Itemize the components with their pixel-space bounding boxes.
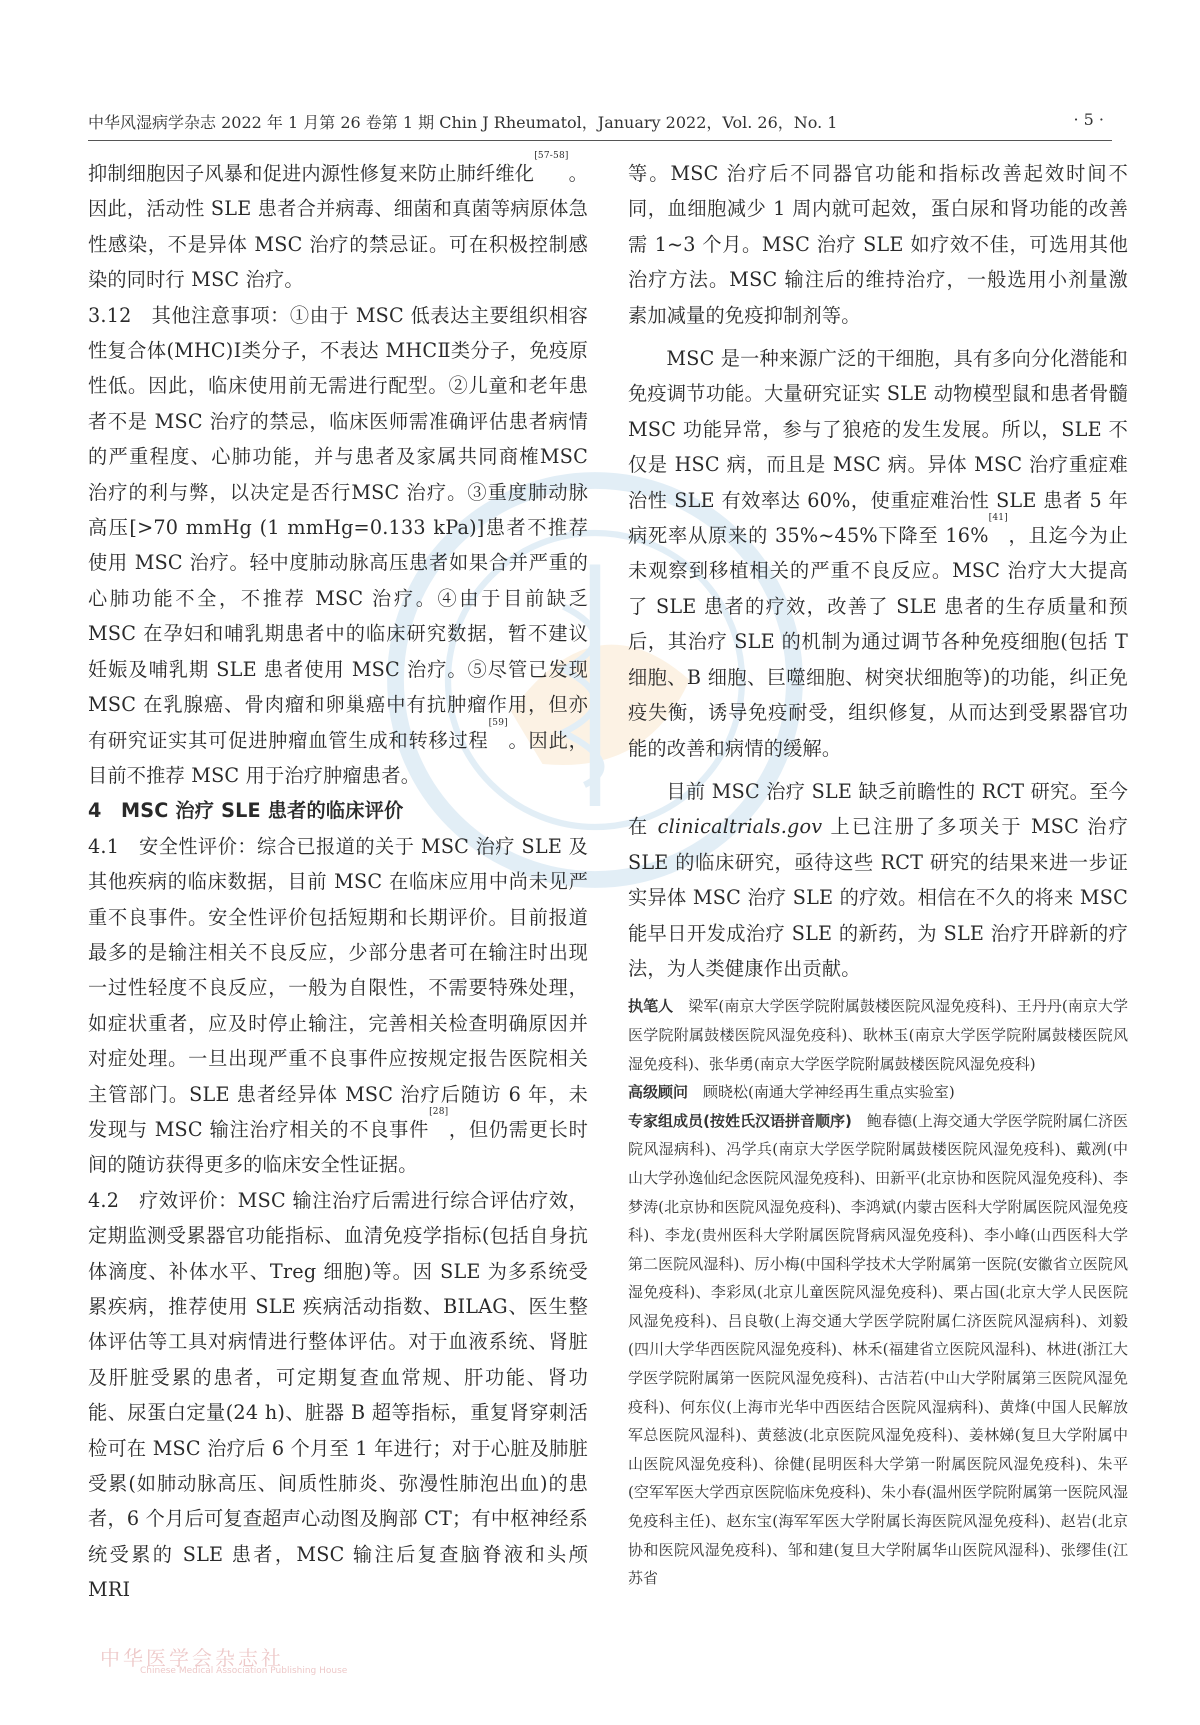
journal-running-head: 中华风湿病学杂志 2022 年 1 月第 26 卷第 1 期 Chin J Rheumatol，January 2022，Vol. 26，No. 1: [88, 113, 838, 132]
publisher-watermark-en: Chinese Medical Association Publishing House: [140, 1666, 348, 1676]
page-number: · 5 ·: [1073, 110, 1104, 129]
publisher-watermark: 中华医学会杂志社: [100, 1646, 284, 1670]
citation: [57-58]: [534, 151, 569, 161]
trial-registry-name: clinicaltrials.gov: [657, 815, 823, 839]
citation: [41]: [988, 513, 1008, 524]
paragraph-section-4-2: 4.2 疗效评价：MSC 输注治疗后需进行综合评估疗效，定期监测受累器官功能指标、血清免疫学指标(包括自身抗体滴度、补体水平、Treg 细胞)等。因 SLE 为多系统受累疾病，推荐使用 SLE 疾病活动指数、BILAG、医生整体评估等工具对病情进行整体评估。对于血液系统、肾脏及肝脏受累的患者，可定期复查血常规、肝功能、肾功能、尿蛋白定量(24 h)、脏器 B 超等指标，重复肾穿刺活检可在 MSC 治疗后 6 个月至 1 年进行；对于心脏及肺脏受累(如肺动脉高压、间质性肺炎、弥漫性肺泡出血)的患者，6 个月后可复查超声心动图及胸部 CT；有中枢神经系统受累的 SLE 患者，MSC 输注后复查脑脊液和头颅 MRI: [88, 1188, 588, 1602]
citation: [28]: [429, 1106, 449, 1117]
section-heading-4: 4 MSC 治疗 SLE 患者的临床评价: [88, 799, 404, 823]
paragraph-section-4-1: 4.1 安全性评价：综合已报道的关于 MSC 治疗 SLE 及其他疾病的临床数据，目前 MSC 在临床应用中尚未见严重不良事件。安全性评价包括短期和长期评价。目前报道最多的是输注相关不良反应，少部分患者可在输注时出现一过性轻度不良反应，一般为自限性，不需要特殊处理，如症状重者，应及时停止输注，完善相关检查明确原因并对症处理。一旦出现严重不良事件应按规定报告医院相关主管部门。SLE 患者经异体 MSC 治疗后随访 6 年，未发现与 MSC 输注治疗相关的不良事件[28]，但仍需更长时间的随访获得更多的临床安全性证据。: [88, 834, 588, 1177]
paragraph-summary: MSC 是一种来源广泛的干细胞，具有多向分化潜能和免疫调节功能。大量研究证实 SLE 动物模型鼠和患者骨髓 MSC 功能异常，参与了狼疮的发生发展。所以，SLE 不仅是 HSC 病，而且是 MSC 病。异体 MSC 治疗重症难治性 SLE 有效率达 60%，使重症难治性 SLE 患者 5 年病死率从原来的 35%~45%下降至 16%[41]，且迄今为止未观察到移植相关的严重不良反应。MSC 治疗大大提高了 SLE 患者的疗效，改善了 SLE 患者的生存质量和预后，其治疗 SLE 的机制为通过调节各种免疫细胞(包括 T 细胞、B 细胞、巨噬细胞、树突状细胞等)的功能，纠正免疫失衡，诱导免疫耐受，组织修复，从而达到受累器官功能的改善和病情的缓解。: [628, 347, 1129, 760]
running-header: [0, 110, 1200, 138]
citation: [59]: [488, 717, 508, 728]
paragraph: 抑制细胞因子风暴和促进内源性修复来防止肺纤维化[57-58]。因此，活动性 SLE 患者合并病毒、细菌和真菌等病原体急性感染，不是异体 MSC 治疗的禁忌证。可在积极控制感染的同时行 MSC 治疗。: [88, 151, 588, 292]
left-column: [88, 151, 588, 1608]
experts-credit: 专家组成员(按姓氏汉语拼音顺序) 鲍春德(上海交通大学医学院附属仁济医院风湿病科)、冯学兵(南京大学医学院附属鼓楼医院风湿免疫科)、戴冽(中山大学孙逸仙纪念医院风湿免疫科)、田新平(北京协和医院风湿免疫科)、李梦涛(北京协和医院风湿免疫科)、李鸿斌(内蒙古医科大学附属医院风湿免疫科)、李龙(贵州医科大学附属医院肾病风湿免疫科)、李小峰(山西医科大学第二医院风湿科)、厉小梅(中国科学技术大学附属第一医院(安徽省立医院风湿免疫科)、李彩凤(北京儿童医院风湿免疫科)、栗占国(北京大学人民医院风湿免疫科)、吕良敬(上海交通大学医学院附属仁济医院风湿病科)、刘毅(四川大学华西医院风湿免疫科)、林禾(福建省立医院风湿科)、林进(浙江大学医学院附属第一医院风湿免疫科)、古洁若(中山大学附属第三医院风湿免疫科)、何东仪(上海市光华中西医结合医院风湿病科)、黄烽(中国人民解放军总医院风湿科)、黄慈波(北京医院风湿免疫科)、姜林娣(复旦大学附属中山医院风湿免疫科)、徐健(昆明医科大学第一附属医院风湿免疫科)、朱平(空军军医大学西京医院临床免疫科)、朱小春(温州医学院附属第一医院风湿免疫科主任)、赵东宝(海军军医大学附属长海医院风湿免疫科)、赵岩(北京协和医院风湿免疫科)、邹和建(复旦大学附属华山医院风湿科)、张缪佳(江苏省: [628, 1111, 1128, 1588]
advisor-credit: 高级顾问 顾晓松(南通大学神经再生重点实验室): [628, 1083, 955, 1102]
paragraph-section-3-12: 3.12 其他注意事项：①由于 MSC 低表达主要组织相容性复合体(MHC)Ⅰ类分子，不表达 MHCⅡ类分子，免疫原性低。因此，临床使用前无需进行配型。②儿童和老年患者不是 MSC 治疗的禁忌，临床医师需准确评估患者病情的严重程度、心肺功能，并与患者及家属共同商榷MSC 治疗的利与弊，以决定是否行MSC 治疗。③重度肺动脉高压[>70 mmHg (1 mmHg=0.133 kPa)]患者不推荐使用 MSC 治疗。轻中度肺动脉高压患者如果合并严重的心肺功能不全，不推荐 MSC 治疗。④由于目前缺乏 MSC 在孕妇和哺乳期患者中的临床研究数据，暂不建议妊娠及哺乳期 SLE 患者使用 MSC 治疗。⑤尽管已发现 MSC 在乳腺癌、骨肉瘤和卵巢癌中有抗肿瘤作用，但亦有研究证实其可促进肿瘤血管生成和转移过程[59]。因此，目前不推荐 MSC 用于治疗肿瘤患者。: [88, 303, 588, 787]
paragraph-outlook: 目前 MSC 治疗 SLE 缺乏前瞻性的 RCT 研究。至今在 clinicaltrials.gov 上已注册了多项关于 MSC 治疗 SLE 的临床研究，亟待这些 RCT 研究的结果来进一步证实异体 MSC 治疗 SLE 的疗效。相信在不久的将来 MSC 能早日开发成治疗 SLE 的新药，为 SLE 治疗开辟新的疗法，为人类健康作出贡献。: [628, 779, 1129, 980]
right-column: [628, 156, 1128, 1593]
header-rule: [88, 140, 1112, 141]
authors-credit: 执笔人 梁军(南京大学医学院附属鼓楼医院风湿免疫科)、王丹丹(南京大学医学院附属鼓楼医院风湿免疫科)、耿林玉(南京大学医学院附属鼓楼医院风湿免疫科)、张华勇(南京大学医学院附属鼓楼医院风湿免疫科): [628, 997, 1128, 1073]
paragraph: 等。MSC 治疗后不同器官功能和指标改善起效时间不同，血细胞减少 1 周内就可起效，蛋白尿和肾功能的改善需 1~3 个月。MSC 治疗 SLE 如疗效不佳，可选用其他治疗方法。MSC 输注后的维持治疗，一般选用小剂量激素加减量的免疫抑制剂等。: [628, 162, 1128, 327]
